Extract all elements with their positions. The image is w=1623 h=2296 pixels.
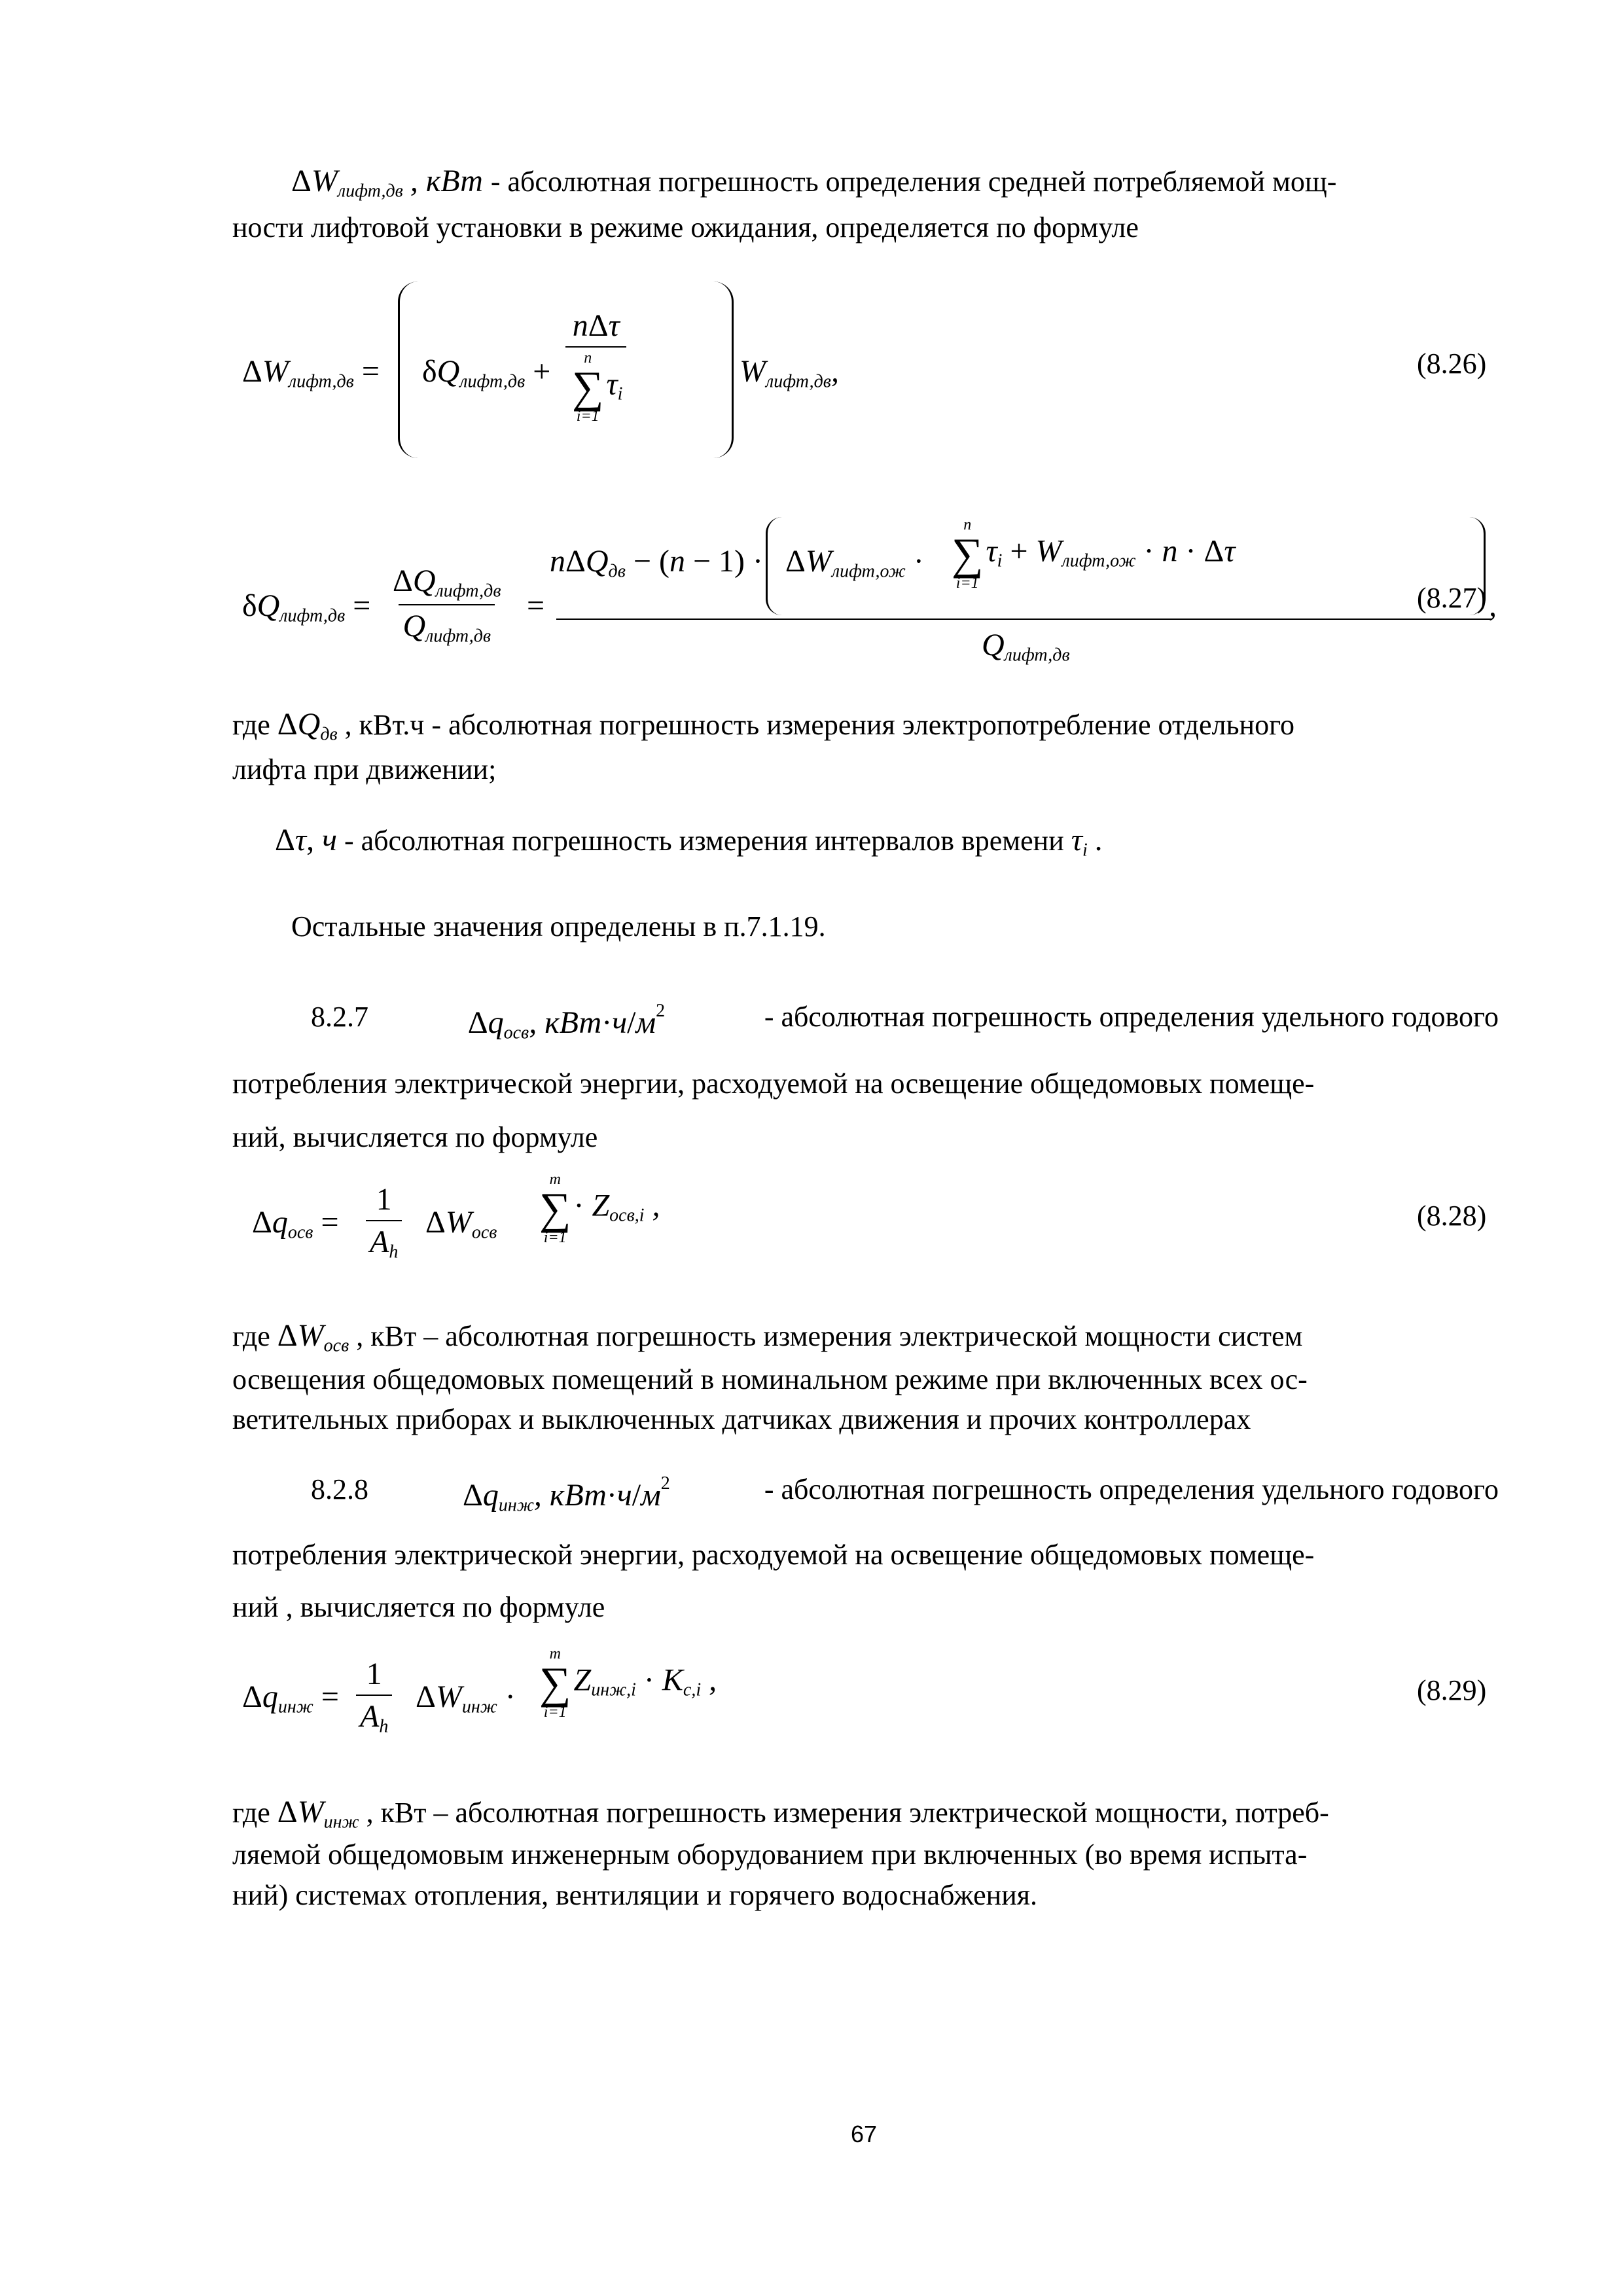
eq827-denominator: $Q_{лифт,дв}$ — [982, 628, 1070, 666]
eq826-number: (8.26) — [1417, 348, 1487, 380]
equation-8-28 — [252, 1172, 710, 1283]
para-8-text-a: где — [232, 1797, 270, 1829]
symbol-delta-q-osv: $\Delta q_{осв}$, $кВт\cdot ч/м^2$ — [467, 1001, 666, 1043]
para-1-line-2: ности лифтовой установки в режиме ожидания, определяется по формуле — [232, 211, 1139, 243]
para-2-line-1 — [232, 706, 1294, 745]
para-5-line-2: потребления электрической энергии, расходуемой на освещение общедомовых помеще- — [232, 1067, 1315, 1100]
para-8-line-1 — [232, 1793, 1329, 1833]
eq827-numerator-1: nΔQ$_{дв}$ − (n − 1) · — [550, 544, 763, 582]
section-8-2-7: 8.2.7 — [311, 1001, 368, 1033]
symbol-delta-q-dv: $\Delta Q_{дв}$ — [277, 707, 338, 745]
eq829-number: (8.29) — [1417, 1674, 1487, 1706]
eq827-sum: n ∑ i=1 $\tau_i + W_{лифт,ож} \cdot n \cdot \Delta\tau$ — [952, 516, 1236, 592]
para-2-text-b: , кВт.ч - абсолютная погрешность измерения электропотребление отдельного — [344, 709, 1295, 741]
eq827-fraction-1: $\frac{\Delta Q_{лифт,дв}}{Q_{лифт,дв}}$ — [393, 564, 501, 647]
para-3-text-a: - абсолютная погрешность измерения интервалов времени — [344, 825, 1064, 857]
eq828-number: (8.28) — [1417, 1200, 1487, 1232]
eq826-right-paren — [713, 281, 734, 458]
eq826-w: $W_{лифт,дв}$, — [740, 354, 839, 392]
symbol-delta-w-lift: $\Delta W_{лифт,дв}$ — [291, 164, 403, 202]
eq827-left-paren — [766, 517, 782, 615]
eq829-fraction: $\frac{1}{A_h}$ — [353, 1656, 395, 1737]
para-6-text-a: где — [232, 1320, 270, 1352]
eq826-lhs: $\Delta W_{лифт,дв}$ = — [242, 354, 380, 392]
symbol-delta-w-inzh: $\Delta W_{инж}$ — [277, 1795, 359, 1833]
para-6-text-b: , кВт – абсолютная погрешность измерения электрической мощности систем — [356, 1320, 1303, 1352]
eq827-comma: , — [1489, 588, 1497, 623]
para-6-line-1 — [232, 1317, 1302, 1357]
eq829-sum: m ∑ i=1 $Z_{инж,i} \cdot K_{c,i}$ , — [539, 1645, 717, 1721]
eq829-delta-w: $\Delta W_{инж}$ · — [416, 1679, 516, 1717]
page-number: 67 — [851, 2121, 878, 2147]
symbol-delta-tau: Δτ, ч — [275, 823, 337, 857]
para-6-line-2: освещения общедомовых помещений в номинальном режиме при включенных всех ос- — [232, 1363, 1308, 1395]
para-5-line-1 — [311, 1000, 1499, 1044]
para-7-line-2: потребления электрической энергии, расходуемой на освещение общедомовых помеще- — [232, 1539, 1315, 1571]
para-2-text-a: где — [232, 709, 270, 741]
eq826-left-paren — [398, 281, 418, 458]
eq827-numerator-2: $\Delta W_{лифт,ож}$ · — [785, 544, 924, 582]
equation-8-29 — [242, 1646, 766, 1757]
eq826-fraction: nΔτ n ∑ i=1 $\tau_i$ — [563, 308, 629, 424]
para-2-line-2: лифта при движении; — [232, 753, 497, 785]
para-7-text-a: - абсолютная погрешность определения удельного годового — [764, 1473, 1499, 1505]
para-8-line-2: ляемой общедомовым инженерным оборудованием при включенных (во время испыта- — [232, 1839, 1308, 1871]
para-6-line-3: ветительных приборах и выключенных датчиках движения и прочих контроллерах — [232, 1403, 1251, 1435]
section-8-2-8: 8.2.8 — [311, 1473, 368, 1505]
para-4: Остальные значения определены в п.7.1.19. — [291, 910, 826, 942]
eq828-fraction: $\frac{1}{A_h}$ — [363, 1181, 404, 1263]
para-1-line-1 — [291, 162, 1336, 202]
para-1-text-a: - абсолютная погрешность определения средней потребляемой мощ- — [490, 166, 1337, 198]
unit-kwt: , кВт — [410, 164, 491, 198]
eq828-lhs: $\Delta q_{осв}$ = — [252, 1205, 339, 1243]
eq827-fraction-bar — [556, 619, 1492, 620]
para-8-line-3: ний) системах отопления, вентиляции и горячего водоснабжения. — [232, 1879, 1037, 1911]
eq828-delta-w: $\Delta W_{осв}$ — [425, 1205, 497, 1243]
eq827-number: (8.27) — [1417, 582, 1487, 614]
para-5-text-a: - абсолютная погрешность определения удельного годового — [764, 1001, 1499, 1033]
symbol-tau-i: $\tau_i$ . — [1071, 823, 1103, 861]
eq829-lhs: $\Delta q_{инж}$ = — [242, 1679, 339, 1717]
equation-8-26 — [242, 281, 897, 465]
para-3 — [275, 821, 1103, 861]
eq828-sum: m ∑ i=1 · $Z_{осв,i}$ , — [539, 1171, 660, 1246]
symbol-delta-q-inzh: $\Delta q_{инж}$, $кВт\cdot ч/м^2$ — [463, 1473, 670, 1516]
para-7-line-1 — [311, 1473, 1499, 1516]
para-5-line-3: ний, вычисляется по формуле — [232, 1121, 598, 1153]
eq827-lhs: $\delta Q_{лифт,дв}$ = — [242, 588, 371, 626]
eq826-delta-q: $\delta Q_{лифт,дв}$ + — [422, 354, 551, 392]
symbol-delta-w-osv: $\Delta W_{осв}$ — [277, 1318, 349, 1356]
para-8-text-b: , кВт – абсолютная погрешность измерения электрической мощности, потреб- — [366, 1797, 1329, 1829]
eq827-equals: = — [527, 588, 545, 623]
para-7-line-3: ний , вычисляется по формуле — [232, 1591, 605, 1623]
